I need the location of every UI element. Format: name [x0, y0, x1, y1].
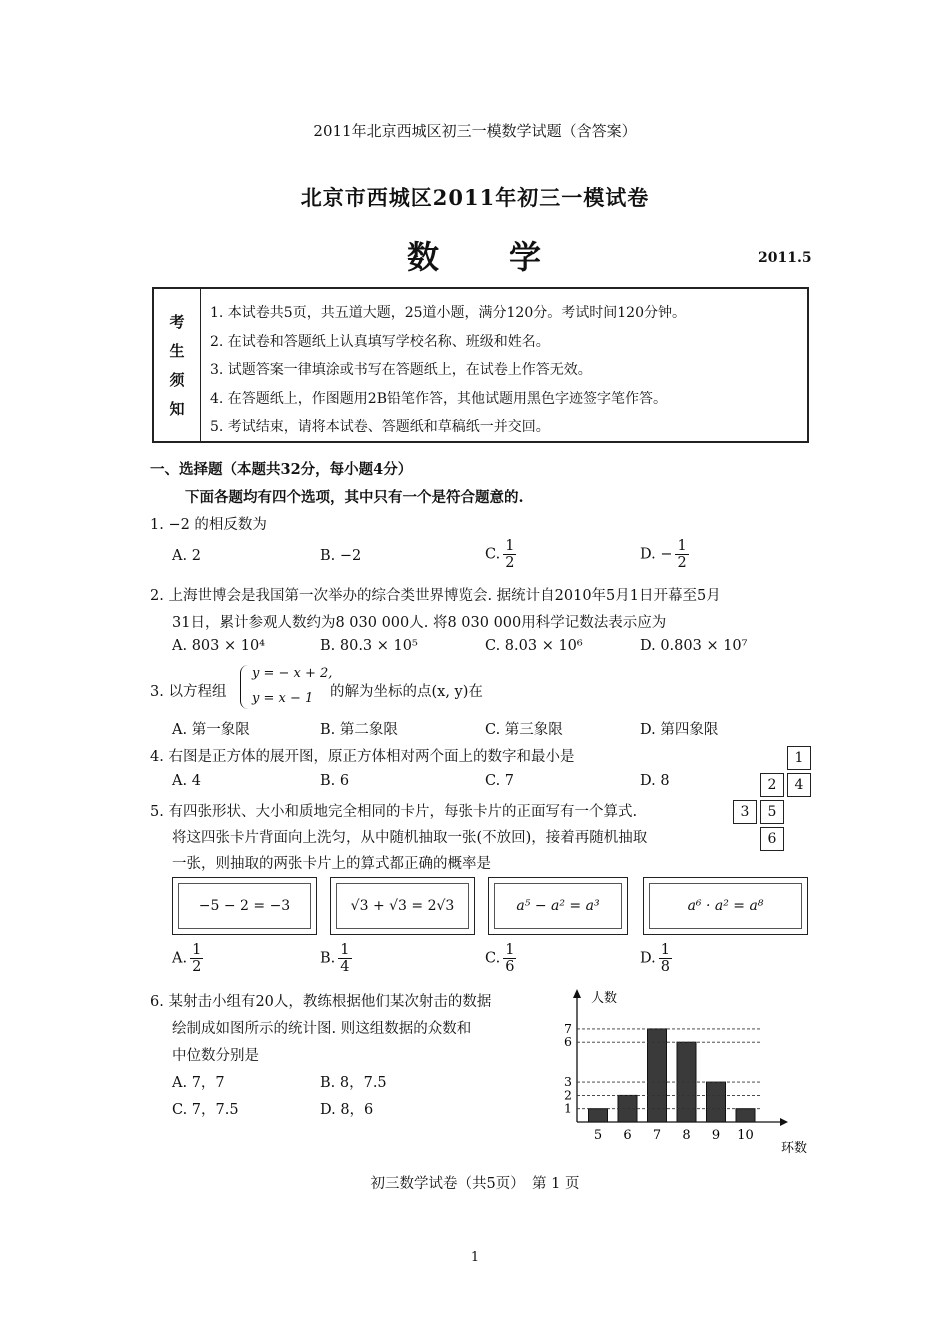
q6-option-c: C. 7，7.5 [172, 1102, 239, 1118]
q1-option-b: B. −2 [320, 548, 362, 564]
q3-option-a: A. 第一象限 [172, 722, 250, 738]
q2-stem-line1: 2. 上海世博会是我国第一次举办的综合类世界博览会. 据统计自2010年5月1日开幕至5月 [150, 588, 721, 604]
formula-card [330, 877, 475, 935]
card-formula: −5 − 2 = −3 [198, 898, 291, 914]
shooting-score-bar-chart [555, 984, 825, 1159]
card-formula: √3 + √3 = 2√3 [350, 898, 455, 914]
notice-label-char: 须 [169, 371, 185, 389]
cube-net-face: 2 [760, 773, 784, 797]
q4-option-b: B. 6 [320, 773, 350, 789]
bar [707, 1082, 726, 1122]
y-tick-label: 1 [564, 1100, 572, 1116]
bar [589, 1109, 608, 1122]
denominator: 8 [660, 959, 670, 975]
q4-option-a: A. 4 [172, 773, 201, 789]
q3-option-d: D. 第四象限 [640, 722, 719, 738]
fraction [503, 942, 516, 975]
exam-date: 2011.5 [758, 250, 812, 266]
cube-net-face: 3 [733, 800, 757, 824]
bar [736, 1109, 755, 1122]
fraction [190, 942, 203, 975]
q4-option-d: D. 8 [640, 773, 670, 789]
notice-item: 3. 试题答案一律填涂或书写在答题纸上，在试卷上作答无效。 [210, 362, 592, 378]
option-label: B. [320, 950, 336, 967]
option-label: C. [485, 546, 501, 563]
q3-stem-prefix: 3. 以方程组 [150, 684, 227, 700]
q5-stem-line3: 一张，则抽取的两张卡片上的算式都正确的概率是 [172, 856, 491, 872]
notice-item: 1. 本试卷共5页，共五道大题，25道小题，满分120分。考试时间120分钟。 [210, 305, 686, 321]
q6-stem-line3: 中位数分别是 [172, 1048, 259, 1064]
notice-label-char: 知 [169, 400, 185, 418]
fraction [503, 538, 516, 571]
numerator: 1 [192, 942, 202, 958]
q6-option-d: D. 8，6 [320, 1102, 374, 1118]
y-axis-arrow [573, 989, 581, 998]
x-tick-label: 7 [652, 1128, 662, 1143]
notice-item: 5. 考试结束，请将本试卷、答题纸和草稿纸一并交回。 [210, 419, 550, 435]
notice-item: 4. 在答题纸上，作图题用2B铅笔作答，其他试题用黑色字迹签字笔作答。 [210, 390, 668, 407]
q1-option-c [485, 538, 516, 571]
q2-option-c: C. 8.03 × 10⁶ [485, 638, 583, 654]
notice-items [210, 299, 799, 442]
q5-option-b [320, 942, 352, 975]
denominator: 2 [192, 959, 202, 975]
option-label: C. [485, 950, 501, 967]
x-tick-label: 5 [593, 1128, 603, 1143]
x-axis-arrow [780, 1118, 788, 1126]
equation-brace [240, 665, 251, 709]
formula-card [643, 877, 808, 935]
subject-title: 数 学 [406, 238, 543, 276]
q5-option-d [640, 942, 672, 975]
formula-card [172, 877, 317, 935]
x-tick-label: 9 [711, 1128, 721, 1143]
document-title: 2011年北京西城区初三一模数学试题（含答案） [313, 122, 637, 140]
q3-option-b: B. 第二象限 [320, 722, 398, 738]
option-label: D. − [640, 546, 673, 563]
q6-stem-line1: 6. 某射击小组有20人，教练根据他们某次射击的数据 [150, 994, 492, 1010]
cube-net-face: 4 [787, 773, 811, 797]
card-formula: a⁶ · a² = a⁸ [687, 898, 764, 914]
numerator: 1 [660, 942, 670, 958]
section-instruction: 下面各题均有四个选项，其中只有一个是符合题意的. [185, 489, 524, 506]
denominator: 6 [505, 959, 515, 975]
q6-option-a: A. 7，7 [172, 1075, 225, 1091]
x-tick-label: 10 [737, 1128, 754, 1143]
fraction [659, 942, 672, 975]
cube-net-face: 6 [760, 827, 784, 851]
q5-option-a [172, 942, 203, 975]
denominator: 4 [340, 959, 350, 975]
q3-equation-2: y = x − 1 [252, 691, 314, 706]
option-label: A. [172, 950, 188, 967]
denominator: 2 [505, 555, 515, 571]
option-label: D. [640, 950, 656, 967]
notice-item: 2. 在试卷和答题纸上认真填写学校名称、班级和姓名。 [210, 333, 550, 350]
exam-title: 北京市西城区2011年初三一模试卷 [300, 185, 650, 210]
formula-card [488, 877, 628, 935]
denominator: 2 [677, 555, 687, 571]
q2-option-a: A. 803 × 10⁴ [172, 638, 265, 654]
q3-option-c: C. 第三象限 [485, 722, 563, 738]
card-formula: a⁵ − a² = a³ [516, 898, 600, 914]
x-tick-label: 8 [682, 1128, 691, 1143]
fraction [675, 538, 688, 571]
exam-page-footer: 初三数学试卷（共5页） 第 1 页 [370, 1176, 580, 1192]
numerator: 1 [340, 942, 350, 958]
fraction [338, 942, 351, 975]
q2-option-b: B. 80.3 × 10⁵ [320, 638, 418, 654]
q5-option-c [485, 942, 516, 975]
y-tick-label: 2 [564, 1087, 572, 1103]
q6-stem-line2: 绘制成如图所示的统计图. 则这组数据的众数和 [172, 1021, 472, 1037]
notice-label-char: 生 [169, 342, 185, 360]
q1-stem: 1. −2 的相反数为 [150, 517, 267, 533]
q2-option-d: D. 0.803 × 10⁷ [640, 638, 748, 654]
notice-label [154, 289, 201, 441]
q1-option-a: A. 2 [172, 548, 201, 564]
y-tick-label: 7 [564, 1020, 572, 1036]
notice-label-char: 考 [169, 313, 185, 331]
q4-stem: 4. 右图是正方体的展开图，原正方体相对两个面上的数字和最小是 [150, 749, 575, 765]
candidate-notice-box [152, 287, 809, 443]
cube-net-face: 5 [760, 800, 784, 824]
numerator: 1 [505, 942, 515, 958]
q5-stem-line2: 将这四张卡片背面向上洗匀，从中随机抽取一张(不放回)，接着再随机抽取 [172, 830, 648, 846]
bar [648, 1029, 667, 1122]
cube-net-face: 1 [787, 746, 811, 770]
q1-option-d [640, 538, 689, 571]
x-tick-label: 6 [623, 1128, 632, 1143]
q4-option-c: C. 7 [485, 773, 515, 789]
section-heading: 一、选择题（本题共32分，每小题4分） [150, 461, 413, 478]
y-axis-label: 人数 [591, 991, 618, 1006]
q2-stem-line2: 31日，累计参观人数约为8 030 000人. 将8 030 000用科学记数法表示应为 [172, 615, 667, 631]
q5-stem-line1: 5. 有四张形状、大小和质地完全相同的卡片，每张卡片的正面写有一个算式. [150, 804, 638, 820]
page-number: 1 [470, 1250, 480, 1265]
x-axis-label: 环数 [781, 1141, 808, 1156]
numerator: 1 [677, 538, 687, 554]
q3-stem-suffix: 的解为坐标的点(x, y)在 [330, 684, 483, 700]
numerator: 1 [505, 538, 515, 554]
q3-equation-1: y = − x + 2, [252, 666, 333, 681]
y-tick-label: 6 [564, 1034, 572, 1050]
y-tick-label: 3 [564, 1074, 572, 1090]
q6-option-b: B. 8，7.5 [320, 1075, 387, 1091]
